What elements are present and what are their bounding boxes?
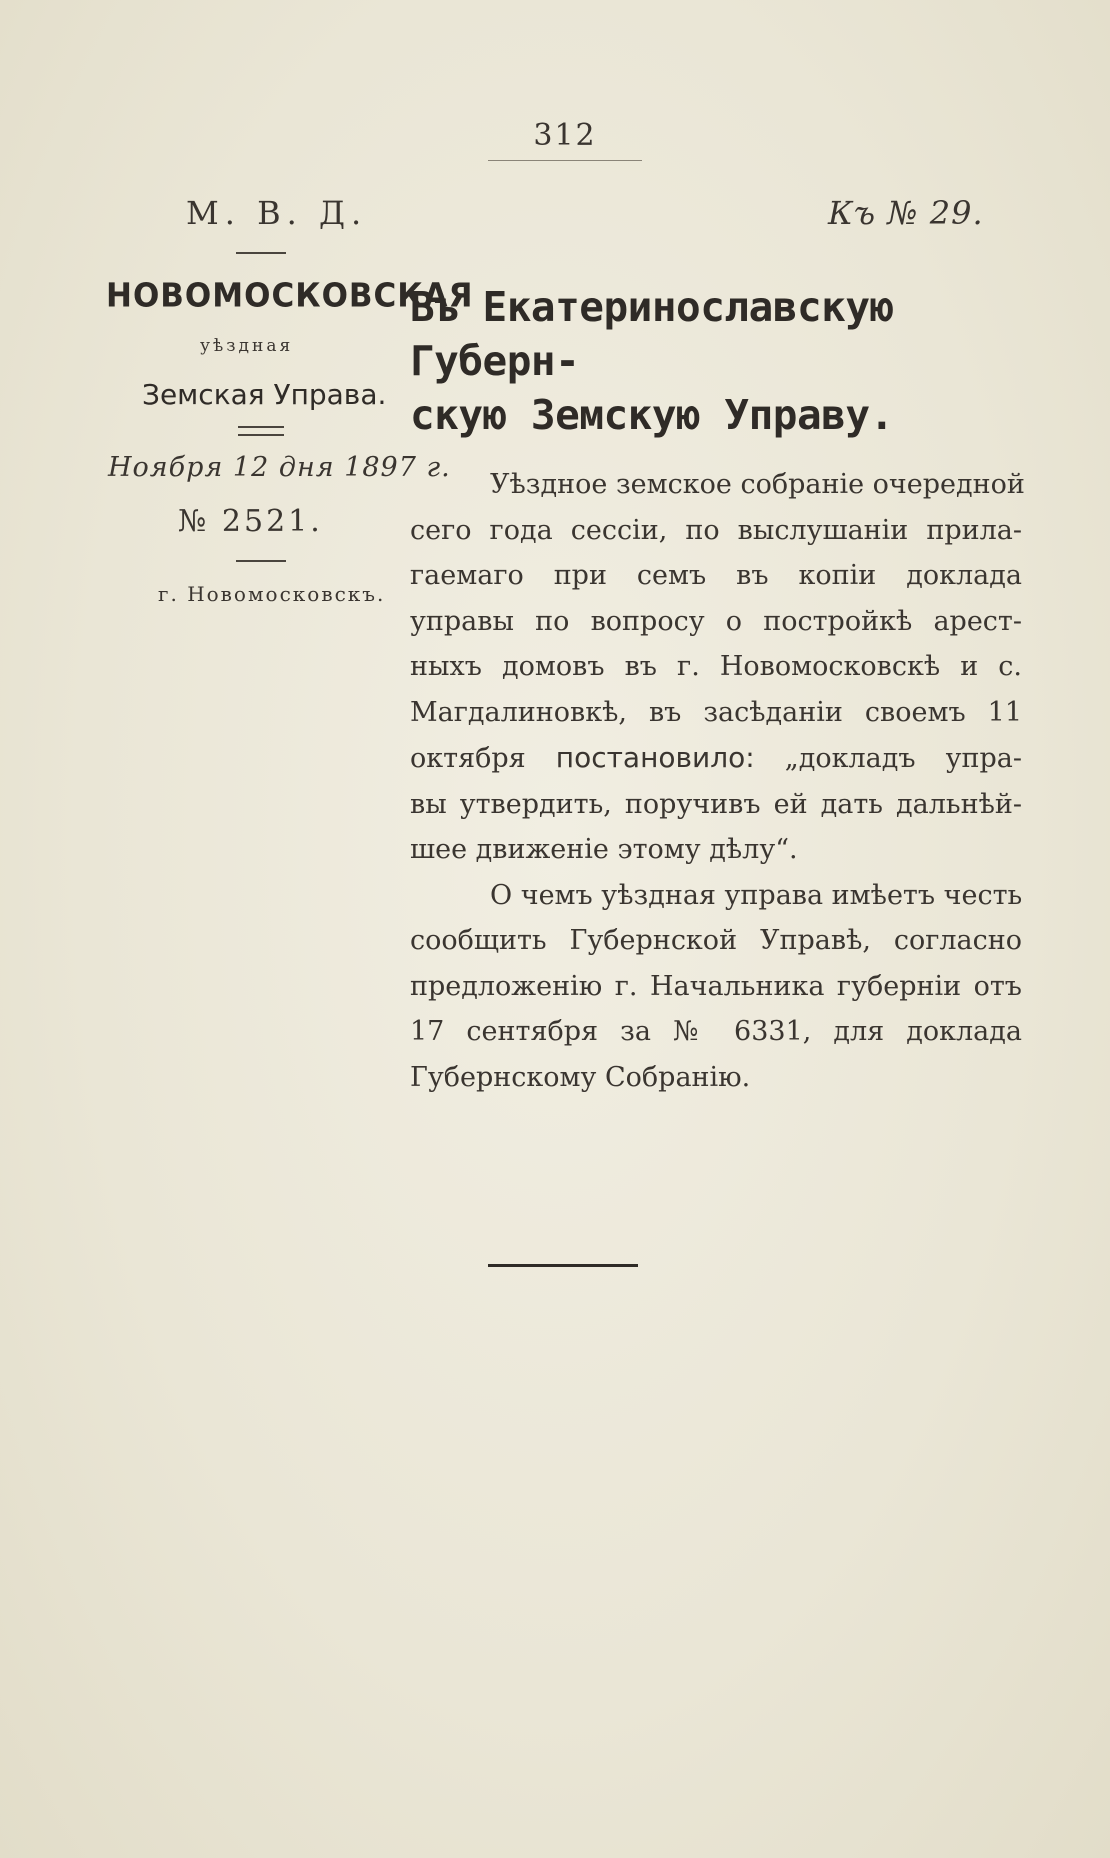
body-line: Уѣздное земское собраніе очередной — [490, 469, 1025, 500]
body-line: вы утвердить, поручивъ ей дать дальнѣй- — [410, 788, 1022, 820]
resolution-word: постановило: — [555, 741, 755, 774]
body-line: Магдалиновкѣ, въ засѣданіи своемъ 11 — [410, 696, 1022, 728]
body-line-resolution — [410, 735, 1022, 782]
body-line: О чемъ уѣздная управа имѣетъ честь — [490, 879, 1023, 911]
page-number-rule — [488, 160, 642, 161]
divider-rule — [236, 560, 286, 562]
body-word: „докладъ упра- — [784, 743, 1022, 774]
addressee-line: Въ Екатеринославскую Губерн- — [410, 283, 894, 385]
body-line: Губернскому Собранію. — [410, 1061, 751, 1093]
letter-date: Ноября 12 дня 1897 г. — [108, 452, 451, 483]
sender-board: Земская Управа. — [142, 378, 387, 411]
body-line: сего года сессіи, по выслушаніи прила- — [410, 514, 1022, 546]
sender-place: г. Новомосковскъ. — [158, 582, 386, 606]
body-line: шее движеніе этому дѣлу“. — [410, 834, 798, 865]
addressee-line: скую Земскую Управу. — [410, 391, 894, 439]
outgoing-number: № 2521. — [178, 504, 323, 539]
ministry-abbreviation: М. В. Д. — [186, 194, 368, 232]
body-line: сообщить Губернской Управѣ, согласно — [410, 925, 1022, 956]
reference-number: Къ № 29. — [828, 194, 984, 232]
body-line: предложенію г. Начальника губерніи отъ — [410, 970, 1022, 1002]
body-line: 17 сентября за № 6331, для доклада — [410, 1016, 1022, 1047]
closing-rule — [488, 1264, 638, 1267]
body-line: управы по вопросу о постройкѣ арест- — [410, 605, 1022, 637]
page-number: 312 — [533, 118, 597, 153]
sender-org-type: уѣздная — [200, 336, 294, 356]
body-line: гаемаго при семъ въ копіи доклада — [410, 560, 1022, 591]
addressee — [410, 280, 1030, 442]
divider-rule — [236, 252, 286, 254]
body-line: ныхъ домовъ въ г. Новомосковскѣ и с. — [410, 651, 1022, 682]
letter-body — [410, 462, 1025, 1100]
double-divider-rule — [238, 426, 284, 436]
body-word: октября — [410, 743, 526, 774]
sender-org-name: НОВОМОСКОВСКАЯ — [106, 277, 474, 315]
